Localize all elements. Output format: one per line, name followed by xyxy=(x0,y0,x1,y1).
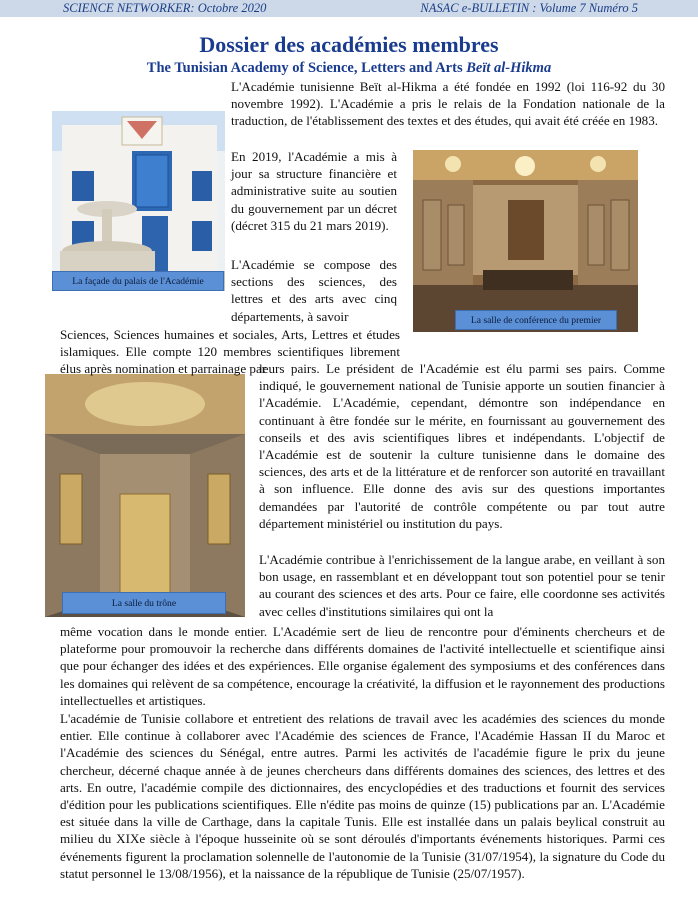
paragraph-3c: leurs pairs. Le président de l'Académie est élu parmi ses pairs. Comme indiqué, le gouvernement national de Tunisie apporte un soutien financier à l'Académie. L'Académie, cependant, démontre son indépendance en continuant à être fondée sur le mérite, en fournissant au gouvernement des conseils et des avis scientifiques libres et indépendants. L'objectif de l'Académie est de soutenir la culture tunisienne dans le domaine des sciences, des arts et de la littérature et de renforcer son autorité en travaillant à son influence. Elle donne des avis sur des questions importantes demandées par l'autorité de contrôle compétente ou par tout autre département ministériel ou institution du pays. xyxy=(259,361,665,531)
paragraph-3a: L'Académie se compose des sections des sciences, des lettres et des arts avec cinq départements, à savoir xyxy=(231,257,397,324)
caption-facade: La façade du palais de l'Académie xyxy=(52,271,224,291)
conference-photo xyxy=(413,150,638,332)
facade-photo xyxy=(52,111,225,291)
subtitle-text: The Tunisian Academy of Science, Letters and Arts xyxy=(146,60,463,76)
page-subtitle xyxy=(0,60,698,77)
paragraph-1: L'Académie tunisienne Beït al-Hikma a été fondée en 1992 (loi 116-92 du 30 novembre 1992). L'Académie a pris le relais de la Fondation nationale de la traduction, de l'établissement des textes et des études, qui avait été créée en 1983. xyxy=(231,79,665,129)
caption-conference: La salle de conférence du premier xyxy=(455,310,617,330)
caption-throne: La salle du trône xyxy=(62,592,226,614)
throne-photo xyxy=(45,374,245,617)
header-right: NASAC e-BULLETIN : Volume 7 Numéro 5 xyxy=(420,1,638,15)
subtitle-italic: Beït al-Hikma xyxy=(466,60,552,76)
page-header xyxy=(0,0,698,17)
page-title: Dossier des académies membres xyxy=(199,32,499,57)
paragraph-4a: L'Académie contribue à l'enrichissement de la langue arabe, en veillant à son bon usage, en rassemblant et en développant tout son potentiel pour se tenir au courant des sciences et des arts. Pour ce faire, elle coordonne ses activités avec celles d'institutions similaires qui ont la xyxy=(259,552,665,619)
paragraph-5: L'académie de Tunisie collabore et entretient des relations de travail avec les académies des sciences du monde entier. Elle continue à collaborer avec l'Académie des sciences de France, l'Académie Hassan II du Maroc et l'Académie des sciences du Sénégal, entre autres. Parmi les activités de l'académie figure le prix du jeune chercheur, décerné chaque année à de jeunes chercheurs dans différents domaines des sciences, des lettres et des arts. En outre, l'académie compile des dictionnaires, des encyclopédies et des traductions et fournit des services d'édition pour les publications scientifiques. Elle n'édite pas moins de quinze (15) publications par an. L'Académie est située dans la ville de Carthage, dans la capitale Tunis. Elle est installée dans un palais beylical construit au milieu du XIXe siècle à l'époque husseinite où se sont déroulés d'importants événements historiques. Parmi ces événements figurent la proclamation solennelle de l'autonomie de la Tunisie (31/07/1954), la signature du Code du statut personnel le 13/08/1956), et la naissance de la république de Tunisie (25/07/1957). xyxy=(60,711,665,881)
paragraph-2: En 2019, l'Académie a mis à jour sa structure financière et administrative suite au soutien du gouvernement par un décret (décret 315 du 21 mars 2019). xyxy=(231,149,397,233)
paragraph-3b: Sciences, Sciences humaines et sociales, Arts, Lettres et études islamiques. Elle compte 120 membres scientifiques librement élus après nomination et parrainage par xyxy=(60,327,400,377)
header-left: SCIENCE NETWORKER: Octobre 2020 xyxy=(63,1,267,15)
paragraph-4b: même vocation dans le monde entier. L'Académie sert de lieu de rencontre pour d'éminents chercheurs et de plateforme pour promouvoir la recherche dans différents domaines de l'activité intellectuelle et scientifique ainsi que pour échanger des idées et des expériences. Elle organise également des symposiums et des conférences dans les domaines qui relèvent de sa compétence, encourage la créativité, la diffusion et le rayonnement des productions intellectuelles et artistiques. xyxy=(60,624,665,708)
